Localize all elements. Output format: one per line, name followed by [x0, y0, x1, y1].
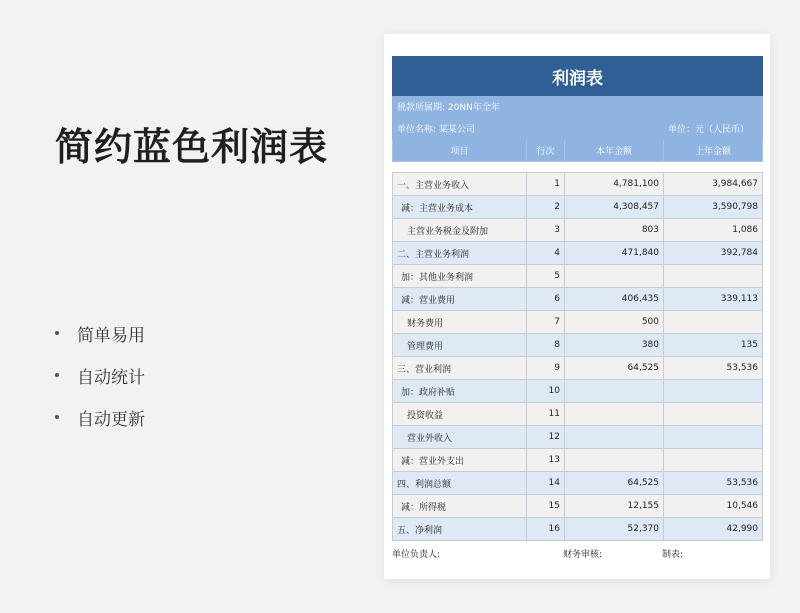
row-item-cell[interactable]: 减：营业费用	[393, 288, 527, 311]
table-row	[393, 311, 763, 334]
table-row	[393, 242, 763, 265]
row-line-cell[interactable]: 16	[527, 518, 565, 541]
row-line-cell[interactable]: 9	[527, 357, 565, 380]
col-header-prior: 上年金额	[664, 140, 763, 162]
row-prior-amount[interactable]: 3,590,798	[664, 196, 763, 219]
row-prior-amount[interactable]: 3,984,667	[664, 173, 763, 196]
row-current-amount[interactable]	[565, 426, 664, 449]
bullet-dot-icon	[55, 331, 59, 335]
row-current-amount[interactable]: 500	[565, 311, 664, 334]
table-row	[393, 518, 763, 541]
table-row	[393, 357, 763, 380]
col-header-current: 本年金额	[565, 140, 664, 162]
feature-item	[55, 312, 145, 354]
row-line-cell[interactable]: 4	[527, 242, 565, 265]
row-item-cell[interactable]: 一、主营业务收入	[393, 173, 527, 196]
table-row	[393, 173, 763, 196]
row-current-amount[interactable]: 4,781,100	[565, 173, 664, 196]
table-row	[393, 449, 763, 472]
sheet-title: 利润表	[393, 57, 763, 96]
row-item-cell[interactable]: 减：营业外支出	[393, 449, 527, 472]
income-statement-sheet	[384, 34, 770, 579]
row-prior-amount[interactable]	[664, 426, 763, 449]
row-line-cell[interactable]: 12	[527, 426, 565, 449]
row-prior-amount[interactable]: 1,086	[664, 219, 763, 242]
row-item-cell[interactable]: 投资收益	[393, 403, 527, 426]
footer-audit: 财务审核:	[563, 550, 603, 560]
row-item-cell[interactable]: 四、利润总额	[393, 472, 527, 495]
unit-cell	[393, 118, 664, 140]
row-line-cell[interactable]: 15	[527, 495, 565, 518]
income-statement-table	[392, 56, 763, 541]
feature-label: 简单易用	[77, 325, 145, 346]
table-row	[393, 196, 763, 219]
row-prior-amount[interactable]: 53,536	[664, 357, 763, 380]
unit-label: 单位名称:	[397, 125, 437, 135]
row-current-amount[interactable]	[565, 380, 664, 403]
row-current-amount[interactable]	[565, 449, 664, 472]
table-row	[393, 219, 763, 242]
footer-head: 单位负责人:	[392, 550, 441, 560]
period-label: 税款所属期:	[397, 103, 446, 113]
period-cell	[393, 96, 763, 118]
feature-list	[55, 312, 145, 438]
row-current-amount[interactable]: 64,525	[565, 472, 664, 495]
row-item-cell[interactable]: 加：政府补贴	[393, 380, 527, 403]
row-prior-amount[interactable]: 392,784	[664, 242, 763, 265]
row-current-amount[interactable]: 4,308,457	[565, 196, 664, 219]
table-row	[393, 495, 763, 518]
spacer-row	[393, 162, 763, 173]
feature-label: 自动统计	[77, 367, 145, 388]
row-line-cell[interactable]: 2	[527, 196, 565, 219]
page-headline: 简约蓝色利润表	[55, 125, 329, 169]
feature-item	[55, 396, 145, 438]
row-current-amount[interactable]: 52,370	[565, 518, 664, 541]
row-item-cell[interactable]: 财务费用	[393, 311, 527, 334]
feature-item	[55, 354, 145, 396]
row-item-cell[interactable]: 二、主营业务利润	[393, 242, 527, 265]
row-current-amount[interactable]: 471,840	[565, 242, 664, 265]
row-current-amount[interactable]	[565, 265, 664, 288]
row-current-amount[interactable]: 380	[565, 334, 664, 357]
period-value: 20NN年全年	[447, 103, 500, 113]
row-prior-amount[interactable]: 10,546	[664, 495, 763, 518]
row-item-cell[interactable]: 主营业务税金及附加	[393, 219, 527, 242]
footer-preparer: 制表:	[662, 550, 684, 560]
table-row	[393, 265, 763, 288]
currency-label: 单位：元（人民币）	[664, 118, 763, 140]
row-prior-amount[interactable]	[664, 403, 763, 426]
row-item-cell[interactable]: 营业外收入	[393, 426, 527, 449]
row-line-cell[interactable]: 3	[527, 219, 565, 242]
table-row	[393, 334, 763, 357]
row-current-amount[interactable]: 803	[565, 219, 664, 242]
row-line-cell[interactable]: 14	[527, 472, 565, 495]
table-row	[393, 403, 763, 426]
row-current-amount[interactable]: 64,525	[565, 357, 664, 380]
col-header-line: 行次	[527, 140, 565, 162]
row-line-cell[interactable]: 1	[527, 173, 565, 196]
row-item-cell[interactable]: 减：所得税	[393, 495, 527, 518]
row-line-cell[interactable]: 13	[527, 449, 565, 472]
table-row	[393, 426, 763, 449]
row-line-cell[interactable]: 7	[527, 311, 565, 334]
row-item-cell[interactable]: 减：主营业务成本	[393, 196, 527, 219]
row-current-amount[interactable]: 12,155	[565, 495, 664, 518]
row-prior-amount[interactable]: 42,990	[664, 518, 763, 541]
row-item-cell[interactable]: 三、营业利润	[393, 357, 527, 380]
row-prior-amount[interactable]: 53,536	[664, 472, 763, 495]
table-row	[393, 380, 763, 403]
feature-label: 自动更新	[77, 409, 145, 430]
row-line-cell[interactable]: 11	[527, 403, 565, 426]
row-prior-amount[interactable]: 339,113	[664, 288, 763, 311]
row-prior-amount[interactable]	[664, 265, 763, 288]
row-item-cell[interactable]: 管理费用	[393, 334, 527, 357]
row-prior-amount[interactable]	[664, 380, 763, 403]
unit-value: 某某公司	[438, 125, 475, 135]
row-current-amount[interactable]: 406,435	[565, 288, 664, 311]
row-line-cell[interactable]: 6	[527, 288, 565, 311]
table-row	[393, 472, 763, 495]
table-row	[393, 288, 763, 311]
bullet-dot-icon	[55, 415, 59, 419]
row-item-cell[interactable]: 五、净利润	[393, 518, 527, 541]
row-prior-amount[interactable]: 135	[664, 334, 763, 357]
bullet-dot-icon	[55, 373, 59, 377]
row-line-cell[interactable]: 5	[527, 265, 565, 288]
row-current-amount[interactable]	[565, 403, 664, 426]
row-prior-amount[interactable]	[664, 449, 763, 472]
row-item-cell[interactable]: 加：其他业务利润	[393, 265, 527, 288]
row-line-cell[interactable]: 8	[527, 334, 565, 357]
col-header-item: 项目	[393, 140, 527, 162]
row-prior-amount[interactable]	[664, 311, 763, 334]
row-line-cell[interactable]: 10	[527, 380, 565, 403]
